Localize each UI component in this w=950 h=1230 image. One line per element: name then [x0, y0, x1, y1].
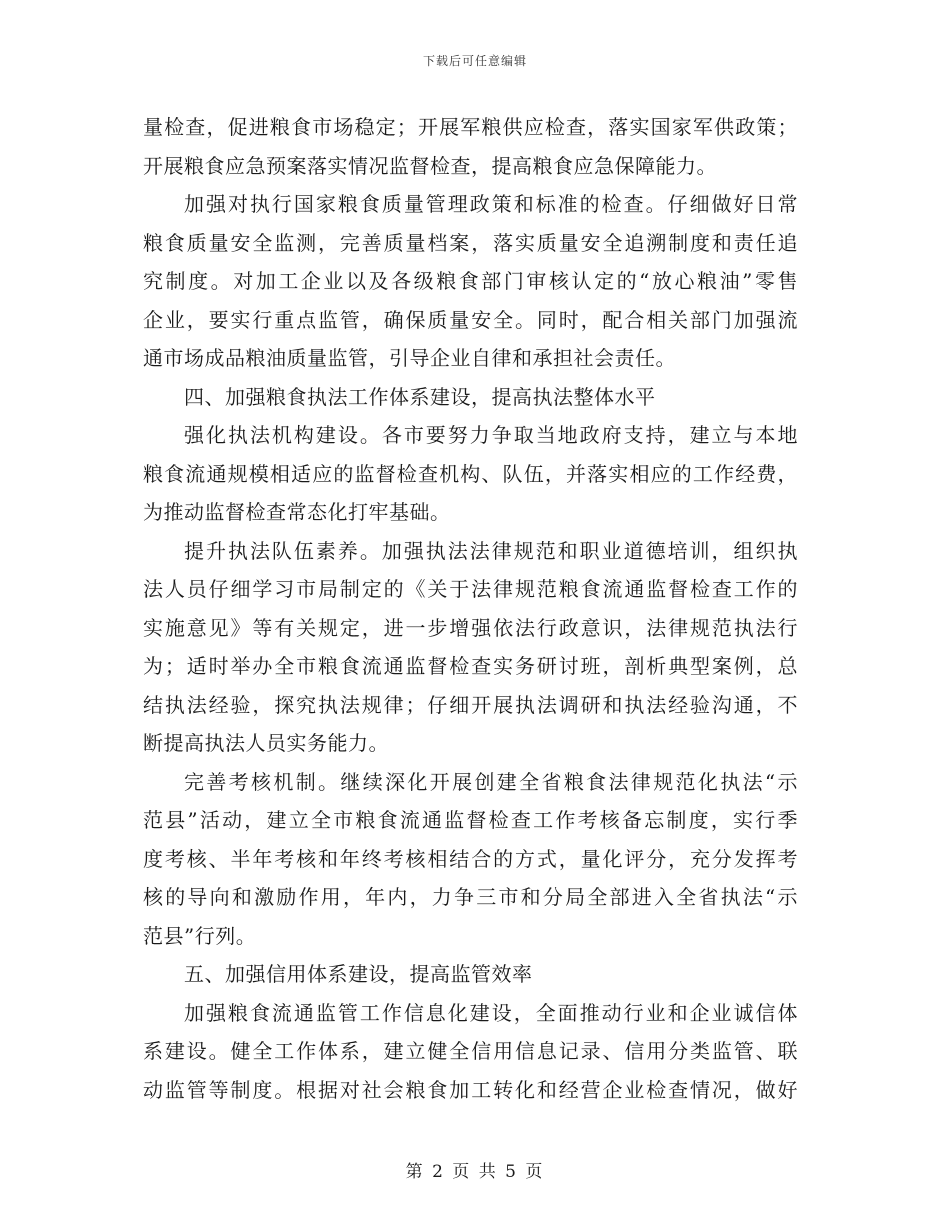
section-heading: 四、加强粮食执法工作体系建设，提高执法整体水平 — [184, 384, 656, 409]
text-line: 开展粮食应急预案落实情况监督检查，提高粮食应急保障能力。 — [143, 153, 717, 178]
text-line: 范县”行列。 — [143, 923, 257, 948]
text-line: 范县”活动，建立全市粮食流通监督检查工作考核备忘制度，实行季 — [143, 808, 798, 832]
text-line: 完善考核机制。继续深化开展创建全省粮食法律规范化执法“示 — [184, 769, 798, 794]
text-line: 通市场成品粮油质量监管，引导企业自律和承担社会责任。 — [143, 346, 676, 370]
text-line: 动监管等制度。根据对社会粮食加工转化和经营企业检查情况，做好 — [143, 1077, 798, 1102]
text-line: 为；适时举办全市粮食流通监督检查实务研讨班，剖析典型案例，总 — [143, 654, 798, 678]
document-body — [143, 108, 798, 1109]
text-line: 强化执法机构建设。各市要努力争取当地政府支持，建立与本地 — [184, 423, 798, 447]
text-line: 法人员仔细学习市局制定的《关于法律规范粮食流通监督检查工作的 — [143, 577, 798, 601]
text-line: 断提高执法人员实务能力。 — [143, 731, 389, 755]
text-line: 企业，要实行重点监管，确保质量安全。同时，配合相关部门加强流 — [143, 307, 798, 332]
page-header-note: 下载后可任意编辑 — [422, 54, 527, 68]
text-line: 实施意见》等有关规定，进一步增强依法行政意识，法律规范执法行 — [143, 615, 798, 640]
text-line: 提升执法队伍素养。加强执法法律规范和职业道德培训，组织执 — [184, 538, 798, 563]
text-line: 为推动监督检查常态化打牢基础。 — [143, 500, 451, 524]
text-line: 量检查，促进粮食市场稳定；开展军粮供应检查，落实国家军供政策； — [143, 115, 798, 139]
text-line: 度考核、半年考核和年终考核相结合的方式，量化评分，充分发挥考 — [143, 846, 798, 871]
text-line: 核的导向和激励作用，年内，力争三市和分局全部进入全省执法“示 — [143, 885, 798, 909]
page-number: 第 2 页 共 5 页 — [405, 1162, 545, 1182]
text-line: 结执法经验，探究执法规律；仔细开展执法调研和执法经验沟通，不 — [143, 692, 798, 717]
section-heading: 五、加强信用体系建设，提高监管效率 — [184, 962, 533, 986]
text-line: 加强粮食流通监管工作信息化建设，全面推动行业和企业诚信体 — [184, 1000, 798, 1025]
text-line: 系建设。健全工作体系，建立健全信用信息记录、信用分类监管、联 — [143, 1039, 798, 1063]
text-line: 究制度。对加工企业以及各级粮食部门审核认定的“放心粮油”零售 — [143, 269, 798, 293]
text-line: 粮食流通规模相适应的监督检查机构、队伍，并落实相应的工作经费， — [143, 461, 798, 486]
text-line: 粮食质量安全监测，完善质量档案，落实质量安全追溯制度和责任追 — [143, 230, 798, 255]
text-line: 加强对执行国家粮食质量管理政策和标准的检查。仔细做好日常 — [184, 192, 798, 216]
